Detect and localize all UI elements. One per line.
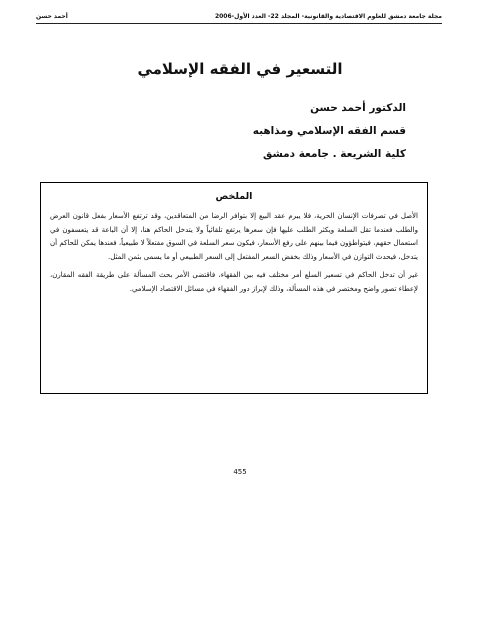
running-header-author: أحمد حسن [36,13,68,20]
page-number: 455 [233,468,247,476]
abstract-paragraph-2: غير أن تدخل الحاكم في تسعير السلع أمر مختلف فيه بين الفقهاء، فاقتضى الأمر بحث المسألة على طريقة الفقه المقارن، لإعطاء تصور واضح ومختصر في هذه المسألة، وذلك لإبراز دور الفقهاء في مسائل الاقتصاد الإسلامي. [50,271,418,293]
author-faculty: كلية الشريعة . جامعة دمشق [263,148,406,160]
abstract-paragraph-1: الأصل في تصرفات الإنسان الحرية، فلا يبرم عقد البيع إلا بتوافر الرضا من المتعاقدين، وقد ترتفع الأسعار بفعل قانون العرض والطلب فعندما تقل السلعة ويكثر الطلب عليها فإن سعرها يرتفع تلقائياً ولا يتدخل الحاكم هنا، إلا أن الباعة قد يتعسفون في استعمال حقهم، فيتواطؤون فيما بينهم على رفع الأسعار، فيكون سعر السلعة في السوق مفتعلاً لا طبيعياً، فعندها يمكن للحاكم أن يتدخل، فيحدث التوازن في الأسعار وذلك بخفض السعر المفتعل إلى السعر الطبيعي أو ما يسمى بثمن المثل. [50,212,418,261]
abstract-heading: الملخص [215,191,253,202]
author-department: قسم الفقه الإسلامي ومذاهبه [252,125,406,137]
journal-citation: مجلة جامعة دمشق للعلوم الاقتصادية والقانونية- المجلد 22- العدد الأول-2006 [214,13,442,20]
abstract-box [40,182,428,394]
running-header [36,11,442,24]
author-name: الدكتور أحمد حسن [310,102,406,114]
author-block [146,97,406,166]
article-title: التسعير في الفقه الإسلامي [137,60,343,78]
